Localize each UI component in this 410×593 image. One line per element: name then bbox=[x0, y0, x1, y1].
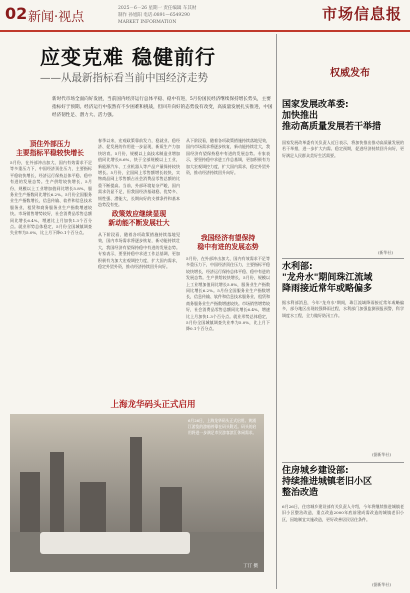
section-title: 新闻·视点 bbox=[28, 10, 85, 25]
right-news-3-body: 6月26日，住房城乡建设部有关负责人介绍，今年将继续推进城镇老旧小区整治改造，重点改造2000年底前建成需改造的城镇老旧小区，因地制宜实施改造，更好改善居民居住条件。 bbox=[282, 504, 404, 522]
right-news-2-title: 水利部: "龙舟水"期间珠江流域 降雨接近常年或略偏多 bbox=[282, 262, 373, 294]
authority-badge: 权威发布 bbox=[330, 68, 370, 79]
photo-title: 上海龙华码头正式启用 bbox=[110, 400, 196, 410]
photo-ship bbox=[40, 532, 190, 554]
right-news-2-source: (据新华社) bbox=[372, 452, 392, 457]
subhead-1: 顶住外部压力 主要指标平稳较快增长 bbox=[16, 140, 84, 157]
meta-line-2: 制作 孙旭阳 电话:0891—6549290 bbox=[118, 13, 190, 18]
right-news-2-body: 据水利部消息，今年"龙舟水"期间，珠江流域降雨接近常年或略偏多，部分地区出现较强降雨过程，水利部门加强监测预报预警，科学调度水工程，全力做好防汛工作。 bbox=[282, 300, 404, 318]
photo-building bbox=[80, 482, 106, 532]
newspaper-logo: 市场信息报 bbox=[321, 5, 402, 23]
article-column-3b: 5月份，在外部冲击加大、国内有效需求不足等多重压力下，中国经济顶住压力，主要指标平稳较快增长，经济运行保持总体平稳、稳中有进的发展态势。生产供给较快增长，5月份，规模以上工业增加值同比增长5.8%，服务业生产指数同比增长6.2%。5月份全国服务业生产指数增长，信息传输、软件和信息技术服务业，租赁和商务服务业生产指数增速较快。市场销售增势较好，社会消费品零售总额同比增长6.4%，增速比上月加快1.3个百分点。就业形势总体稳定，5月份全国城镇调查失业率为5.0%，比上月下降0.1个百分点。 bbox=[186, 256, 270, 332]
article-column-3a: 从下阶段看，随着各项政策措施持续落地见效，国内市场需求将逐步恢复，新动能持续壮大，我国经济有望保持稳中有进的发展态势。专家表示，要坚持稳中求进工作总基调，更加积极有为加大宏观调控力度，扩大国内需求，稳定外贸外资，推动经济持续回升向好。 bbox=[186, 138, 270, 176]
column-divider bbox=[276, 34, 277, 589]
right-news-1-source: (新华社) bbox=[378, 250, 394, 255]
photo-building bbox=[130, 437, 142, 532]
meta-line-3: MARKET INFORMATION bbox=[118, 20, 177, 25]
subhead-3: 我国经济有望保持 稳中有进的发展态势 bbox=[197, 234, 259, 251]
page-meta bbox=[118, 5, 328, 26]
main-subtitle: ——从最新指标看当前中国经济走势 bbox=[40, 72, 208, 84]
photo-building bbox=[20, 472, 40, 532]
main-headline: 应变克难 稳健前行 bbox=[40, 45, 216, 69]
subhead-2: 政策效应继续显现 新动能不断发展壮大 bbox=[108, 210, 170, 227]
page-number: 02 bbox=[5, 4, 28, 23]
right-separator bbox=[282, 258, 404, 259]
article-column-2b: 从下阶段看，随着各项政策措施持续落地见效，国内市场需求将逐步恢复，新动能持续壮大，我国经济有望保持稳中有进的发展态势。专家表示，要坚持稳中求进工作总基调，更加积极有为加大宏观调控力度，扩大国内需求，稳定外贸外资，推动经济持续回升向好。 bbox=[98, 232, 180, 270]
article-column-2a: 春季以来，宏观政策靠前发力，稳就业、稳经济、促发展的作用进一步显现，新质生产力加快培育。5月份，规模以上高技术制造业增加值同比增长8.6%，快于全部规模以上工业，新能源汽车、工业机器人等产品产量保持较快增长。5月份，全国网上零售额增长较快，实物商品网上零售额占社会消费品零售总额的比重不断提高。当前，外部环境复杂严峻，国内需求仍显不足，但我国经济基础稳、优势多、韧性强、潜能大，长期向好的支撑条件和基本趋势没有变。 bbox=[98, 138, 180, 208]
article-column-1: 5月份，在外部冲击加大、国内有效需求不足等多重压力下，中国经济顶住压力，主要指标平稳较快增长，经济运行保持总体平稳、稳中有进的发展态势。生产供给较快增长，5月份，规模以上工业增加值同比增长5.8%，服务业生产指数同比增长6.2%。5月份全国服务业生产指数增长，信息传输、软件和信息技术服务业，租赁和商务服务业生产指数增速较快。市场销售增势较好，社会消费品零售总额同比增长6.4%，增速比上月加快1.3个百分点。就业形势总体稳定，5月份全国城镇调查失业率为5.0%，比上月下降0.1个百分点。 bbox=[10, 160, 92, 236]
right-news-3-source: (据新华社) bbox=[372, 582, 392, 587]
right-separator bbox=[282, 462, 404, 463]
lead-paragraph: 新时代市场全面向好发展，当前国内经济运行总体平稳、稳中有进，5月份国民经济继续保持增长势头，主要指标好于预期。经济运行中依然有不少困难和挑战，但回升向好的态势没有改变，高质量发展扎实推进，中国经济韧性足、潜力大、活力强。 bbox=[52, 97, 273, 118]
photo-caption: 6月26日，上海龙华码头正式启用。黄浦江游览的游船停靠在码头附近。码头的启用将进一步满足市民游客滨江休闲需求。 bbox=[188, 418, 257, 435]
meta-line-1: 2025－6－26 星期一 责任编辑 车其财 bbox=[118, 6, 197, 11]
page-header bbox=[0, 0, 410, 32]
photo-building bbox=[50, 452, 64, 532]
right-news-1-body: 国家发展改革委有关负责人近日表示，将加快推出推动高质量发展的若干举措，进一步扩大内需、稳定预期，促进经济持续回升向好，更好满足人民群众美好生活需要。 bbox=[282, 140, 404, 158]
right-news-1-title: 国家发展改革委: 加快推出 推动高质量发展若干举措 bbox=[282, 100, 382, 132]
photo-credit: 丁汀 摄 bbox=[243, 564, 258, 569]
right-news-3-title: 住房城乡建设部: 持续推进城镇老旧小区 整治改造 bbox=[282, 466, 373, 498]
news-photo bbox=[10, 414, 264, 572]
photo-building bbox=[160, 487, 182, 532]
